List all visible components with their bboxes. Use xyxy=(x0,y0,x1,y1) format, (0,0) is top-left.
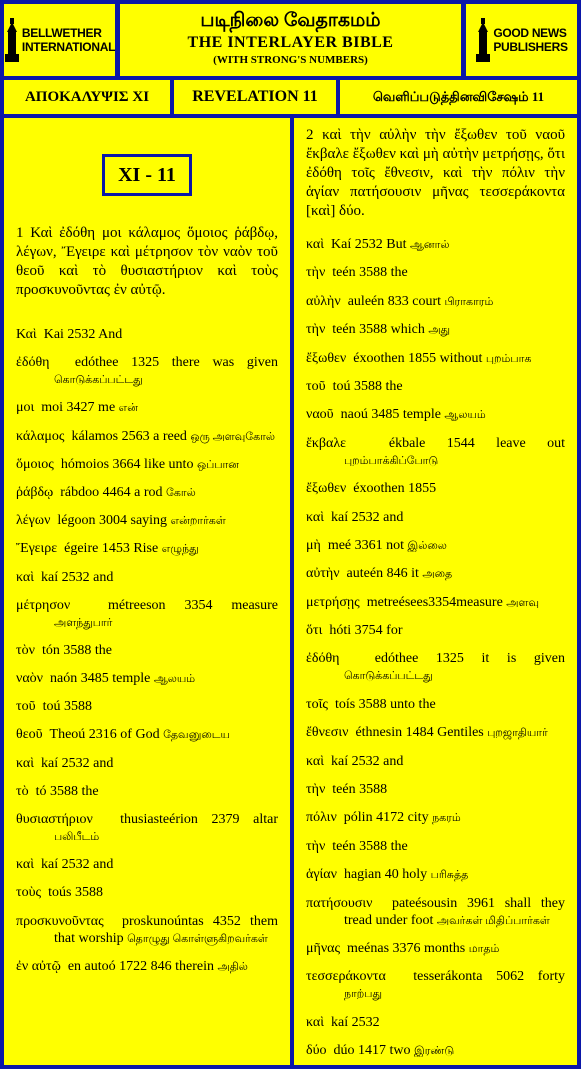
word-entry xyxy=(16,399,278,417)
word-entry xyxy=(306,940,565,958)
greek-word: ἔξωθεν xyxy=(306,350,347,366)
entry-spacer xyxy=(16,660,278,670)
title-english: THE INTERLAYER BIBLE xyxy=(187,34,394,51)
tamil-gloss: இரண்டு xyxy=(414,1045,455,1058)
transliteration: pólin 4172 city xyxy=(343,810,429,826)
transliteration: proskunoúntas 4352 them that worship xyxy=(54,913,278,946)
tamil-gloss: பிராகாரம் xyxy=(444,295,494,308)
tamil-gloss: ஆலயம் xyxy=(153,673,196,686)
greek-word: καὶ xyxy=(16,755,35,771)
word-entry xyxy=(306,650,565,685)
transliteration: Kaí 2532 But xyxy=(331,237,407,252)
word-entry xyxy=(306,350,565,368)
transliteration: naón 3485 temple xyxy=(50,671,151,687)
greek-word: θεοῦ xyxy=(16,727,43,743)
entry-spacer xyxy=(306,339,565,349)
tower-icon xyxy=(4,18,20,62)
logo-line-1: BELLWETHER xyxy=(21,26,102,40)
word-entry xyxy=(16,569,278,587)
word-entry xyxy=(306,406,565,424)
greek-word: μετρήσῃς xyxy=(306,594,360,610)
entry-spacer xyxy=(16,688,278,698)
tamil-gloss: அவர்கள் மிதிப்பார்கள் xyxy=(436,914,550,927)
greek-word: τοῦ xyxy=(306,378,326,394)
logo-line-1: GOOD NEWS xyxy=(493,26,567,40)
entry-spacer xyxy=(306,282,565,292)
tamil-gloss: ஆனால் xyxy=(410,239,450,251)
greek-word: τὴν xyxy=(306,265,326,281)
verse-1-text: 1 Καὶ ἐδόθη μοι κάλαμος ὅμοιος ῥάβδῳ, λέγων, Ἔγειρε καὶ μέτρησον τὸν ναὸν τοῦ θεοῦ καὶ τὸ θυσιαστήριον καὶ τοὺς προσκυνοῦντας ἐν αὐτῷ. xyxy=(16,225,278,298)
tamil-gloss: என்றார்கள் xyxy=(170,515,226,528)
tamil-gloss: பலிபீடம் xyxy=(54,831,100,843)
greek-word: καὶ xyxy=(306,753,325,769)
greek-word: Ἔγειρε xyxy=(16,541,58,557)
word-entry xyxy=(16,884,278,902)
word-entry xyxy=(16,540,278,558)
entry-spacer xyxy=(306,470,565,480)
tamil-gloss: ஒப்பான xyxy=(196,458,239,471)
greek-word: καὶ xyxy=(306,1014,325,1030)
greek-word: αὐτὴν xyxy=(306,566,340,582)
word-entry xyxy=(16,456,278,474)
word-entry xyxy=(16,642,278,660)
word-entry xyxy=(16,326,278,344)
book-tamil: வெளிப்படுத்தினவிசேஷம் 11 xyxy=(340,80,577,114)
word-entry xyxy=(306,565,565,583)
word-entry xyxy=(16,597,278,632)
entry-spacer xyxy=(16,716,278,726)
greek-word: μῆνας xyxy=(306,940,341,956)
transliteration: toú 3588 the xyxy=(332,378,403,394)
greek-word: τεσσεράκοντα xyxy=(306,969,386,985)
entry-spacer xyxy=(16,874,278,884)
tamil-gloss: அளவு xyxy=(506,596,539,609)
tamil-gloss: அதை xyxy=(422,568,453,581)
word-entry xyxy=(16,512,278,530)
greek-word: τὴν xyxy=(306,322,326,338)
tamil-gloss: இல்லை xyxy=(407,539,447,552)
transliteration: en autoó 1722 846 therein xyxy=(67,958,215,974)
book-greek: ΑΠΟΚΑΛΥΨΙΣ XI xyxy=(4,80,170,114)
transliteration: hóti 3754 for xyxy=(329,623,403,639)
left-word-list xyxy=(16,326,278,976)
entry-spacer xyxy=(306,685,565,695)
tamil-gloss: ஒரு அளவுகோல் xyxy=(190,430,275,443)
word-entry xyxy=(306,594,565,612)
word-entry xyxy=(306,480,565,498)
transliteration: kaí 2532 and xyxy=(331,509,404,525)
tamil-gloss: கொடுக்கப்பட்டது xyxy=(344,670,433,683)
entry-spacer xyxy=(306,856,565,866)
greek-word: καὶ xyxy=(16,569,35,585)
entry-spacer xyxy=(16,389,278,399)
logo-line-2: PUBLISHERS xyxy=(493,40,568,54)
right-column xyxy=(294,118,577,1065)
transliteration: thusiasteérion 2379 altar xyxy=(120,812,278,827)
tamil-gloss: நகரம் xyxy=(432,812,461,825)
greek-word: ἐν αὐτῷ xyxy=(16,958,61,974)
greek-word: ὅτι xyxy=(306,623,323,639)
word-entry xyxy=(306,724,565,742)
entry-spacer xyxy=(306,555,565,565)
transliteration: metreésees3354measure xyxy=(366,594,503,610)
word-entry xyxy=(306,866,565,884)
greek-word: μοι xyxy=(16,400,35,416)
entry-spacer xyxy=(16,530,278,540)
greek-word: πατήσουσιν xyxy=(306,895,373,911)
transliteration: auteén 846 it xyxy=(346,566,419,582)
entry-spacer xyxy=(306,1032,565,1042)
transliteration: toú 3588 xyxy=(42,699,92,715)
transliteration: rábdoo 4464 a rod xyxy=(60,484,163,500)
greek-word: ἐδόθη xyxy=(16,355,50,371)
tamil-gloss: புறம்பாக xyxy=(485,352,532,365)
entry-spacer xyxy=(306,827,565,837)
word-entry xyxy=(306,753,565,771)
tamil-gloss: எழுந்து xyxy=(161,543,199,556)
greek-word: πόλιν xyxy=(306,810,337,826)
transliteration: edóthee 1325 there was given xyxy=(74,355,279,371)
entry-spacer xyxy=(306,527,565,537)
word-entry xyxy=(306,781,565,799)
word-entry xyxy=(306,622,565,640)
greek-word: ναὸν xyxy=(16,671,43,687)
bellwether-logo xyxy=(4,4,115,76)
tamil-gloss: பரிசுத்த xyxy=(430,869,469,882)
transliteration: kaí 2532 and xyxy=(331,753,404,769)
page-header xyxy=(120,4,461,76)
transliteration: pateésousin 3961 shall they tread under foot xyxy=(344,895,565,928)
transliteration: tesserákonta 5062 forty xyxy=(413,969,565,985)
greek-word: τοὺς xyxy=(16,885,42,901)
greek-word: τὸ xyxy=(16,783,29,799)
transliteration: Theoú 2316 of God xyxy=(49,727,160,743)
transliteration: légoon 3004 saying xyxy=(57,513,168,529)
word-entry xyxy=(16,726,278,744)
entry-spacer xyxy=(306,640,565,650)
greek-word: τοῦ xyxy=(16,699,36,715)
greek-word: μέτρησον xyxy=(16,597,71,613)
entry-spacer xyxy=(306,799,565,809)
tamil-gloss: புறம்பாக்கிப்போடு xyxy=(344,454,439,467)
title-tamil: படிநிலை வேதாகமம் xyxy=(200,10,381,31)
entry-spacer xyxy=(306,930,565,940)
tamil-gloss: ஆலயம் xyxy=(444,409,486,422)
greek-word: τοῖς xyxy=(306,696,328,712)
greek-word: ῥάβδῳ xyxy=(16,484,54,500)
word-entry xyxy=(306,1042,565,1060)
entry-spacer xyxy=(16,344,278,354)
entry-spacer xyxy=(16,744,278,754)
greek-word: προσκυνοῦντας xyxy=(16,913,104,929)
logo-line-2: INTERNATIONAL xyxy=(21,40,116,54)
word-entry xyxy=(306,809,565,827)
greek-word: καὶ xyxy=(306,237,325,252)
transliteration: éxoothen 1855 without xyxy=(353,350,483,366)
greek-word: αὐλὴν xyxy=(306,293,341,309)
greek-word: ὅμοιος xyxy=(16,456,54,472)
greek-word: καὶ xyxy=(306,509,325,525)
transliteration: teén 3588 xyxy=(332,782,388,798)
chapter-label: XI - 11 xyxy=(102,154,192,196)
greek-word: καὶ xyxy=(16,857,35,873)
entry-spacer xyxy=(16,632,278,642)
transliteration: meé 3361 not xyxy=(327,537,405,553)
verse-2-text: 2 καὶ τὴν αὐλὴν τὴν ἔξωθεν τοῦ ναοῦ ἔκβαλε ἔξωθεν καὶ μὴ αὐτὴν μετρήσῃς, ὅτι ἐδόθη τοῖς ἔθνεσιν, καὶ τὴν πόλιν τὴν ἁγίαν πατήσουσιν μῆνας τεσσεράκοντα [καὶ] δύο. xyxy=(306,127,565,219)
word-entry xyxy=(16,484,278,502)
transliteration: teén 3588 the xyxy=(332,265,408,281)
tamil-gloss: என் xyxy=(118,402,138,415)
entry-spacer xyxy=(16,558,278,568)
entry-spacer xyxy=(16,948,278,958)
word-entry xyxy=(306,509,565,527)
greek-word: ἔθνεσιν xyxy=(306,725,349,741)
entry-spacer xyxy=(306,958,565,968)
greek-word: ἔξωθεν xyxy=(306,481,347,497)
word-entry xyxy=(306,293,565,311)
word-entry xyxy=(306,537,565,555)
entry-spacer xyxy=(306,311,565,321)
entry-spacer xyxy=(16,773,278,783)
tamil-gloss: நாற்பது xyxy=(344,988,383,1001)
greek-word: τὴν xyxy=(306,782,326,798)
entry-spacer xyxy=(306,368,565,378)
transliteration: ékbale 1544 leave out xyxy=(388,435,566,451)
greek-word: δύο xyxy=(306,1043,327,1059)
transliteration: métreeson 3354 measure xyxy=(108,597,278,613)
transliteration: kaí 2532 xyxy=(331,1014,380,1030)
word-entry xyxy=(16,856,278,874)
transliteration: naoú 3485 temple xyxy=(340,407,441,423)
transliteration: kaí 2532 and xyxy=(41,857,114,873)
greek-word: ἔκβαλε xyxy=(306,435,347,451)
word-entry xyxy=(16,428,278,446)
entry-spacer xyxy=(306,583,565,593)
word-entry xyxy=(306,264,565,282)
word-entry xyxy=(16,670,278,688)
word-entry xyxy=(306,696,565,714)
transliteration: kaí 2532 and xyxy=(41,755,114,771)
transliteration: hómoios 3664 like unto xyxy=(60,456,194,472)
greek-word: Καὶ xyxy=(16,327,37,342)
word-entry xyxy=(16,913,278,948)
entry-spacer xyxy=(16,502,278,512)
word-entry xyxy=(306,378,565,396)
good-news-logo xyxy=(466,4,577,76)
tamil-gloss: அளந்துபார் xyxy=(54,616,113,629)
tamil-gloss: அது xyxy=(428,324,451,337)
greek-word: κάλαμος xyxy=(16,428,65,444)
entry-spacer xyxy=(306,742,565,752)
entry-spacer xyxy=(306,396,565,406)
greek-word: λέγων xyxy=(16,513,51,529)
transliteration: tó 3588 the xyxy=(35,783,99,799)
word-entry xyxy=(16,958,278,976)
transliteration: tón 3588 the xyxy=(41,642,112,658)
word-entry xyxy=(306,435,565,470)
tamil-gloss: கொடுக்கப்பட்டது xyxy=(54,374,143,387)
entry-spacer xyxy=(306,771,565,781)
transliteration: teén 3588 which xyxy=(332,322,425,338)
transliteration: meénas 3376 months xyxy=(347,940,466,956)
word-entry xyxy=(16,698,278,716)
word-entry xyxy=(16,354,278,389)
transliteration: kaí 2532 and xyxy=(41,569,114,585)
transliteration: Kai 2532 And xyxy=(43,327,123,342)
word-entry xyxy=(306,236,565,254)
word-entry xyxy=(306,968,565,1003)
word-entry xyxy=(16,783,278,801)
greek-word: θυσιαστήριον xyxy=(16,812,93,827)
greek-word: ἐδόθη xyxy=(306,651,340,667)
right-word-list xyxy=(306,236,565,1060)
tamil-gloss: தேவனுடைய xyxy=(163,729,230,742)
greek-word: ἁγίαν xyxy=(306,867,337,883)
tamil-gloss: தொழுது கொள்ளுகிறவர்கள் xyxy=(127,932,268,945)
transliteration: égeire 1453 Rise xyxy=(64,541,159,557)
entry-spacer xyxy=(306,424,565,434)
word-entry xyxy=(306,838,565,856)
entry-spacer xyxy=(16,846,278,856)
greek-word: τὸν xyxy=(16,642,35,658)
transliteration: éxoothen 1855 xyxy=(353,481,437,497)
entry-spacer xyxy=(306,1003,565,1013)
entry-spacer xyxy=(306,612,565,622)
tamil-gloss: மாதம் xyxy=(468,942,500,955)
transliteration: hagian 40 holy xyxy=(343,867,428,883)
word-entry xyxy=(306,895,565,930)
entry-spacer xyxy=(16,446,278,456)
book-english: REVELATION 11 xyxy=(174,80,336,114)
left-column xyxy=(4,118,290,1065)
entry-spacer xyxy=(16,417,278,427)
entry-spacer xyxy=(16,587,278,597)
entry-spacer xyxy=(16,474,278,484)
tamil-gloss: அதில் xyxy=(217,960,248,973)
transliteration: toís 3588 unto the xyxy=(334,696,436,712)
greek-word: τὴν xyxy=(306,838,326,854)
tamil-gloss: புறஜாதியார் xyxy=(487,727,548,740)
transliteration: kálamos 2563 a reed xyxy=(71,428,187,444)
transliteration: éthnesin 1484 Gentiles xyxy=(355,725,484,741)
word-entry xyxy=(16,755,278,773)
entry-spacer xyxy=(16,902,278,912)
transliteration: toús 3588 xyxy=(48,885,103,901)
transliteration: edóthee 1325 it is given xyxy=(374,651,565,667)
entry-spacer xyxy=(306,884,565,894)
greek-word: ναοῦ xyxy=(306,407,334,423)
entry-spacer xyxy=(16,801,278,811)
transliteration: dúo 1417 two xyxy=(333,1043,411,1059)
title-subtitle: (WITH STRONG'S NUMBERS) xyxy=(213,54,368,66)
entry-spacer xyxy=(306,714,565,724)
word-entry xyxy=(16,811,278,846)
word-entry xyxy=(306,1014,565,1032)
transliteration: auleén 833 court xyxy=(347,293,442,309)
greek-word: μὴ xyxy=(306,537,321,553)
entry-spacer xyxy=(306,498,565,508)
tower-icon xyxy=(475,18,491,62)
transliteration: teén 3588 the xyxy=(332,838,408,854)
word-entry xyxy=(306,321,565,339)
tamil-gloss: கோல் xyxy=(166,486,196,499)
entry-spacer xyxy=(306,254,565,264)
transliteration: moi 3427 me xyxy=(41,400,116,416)
